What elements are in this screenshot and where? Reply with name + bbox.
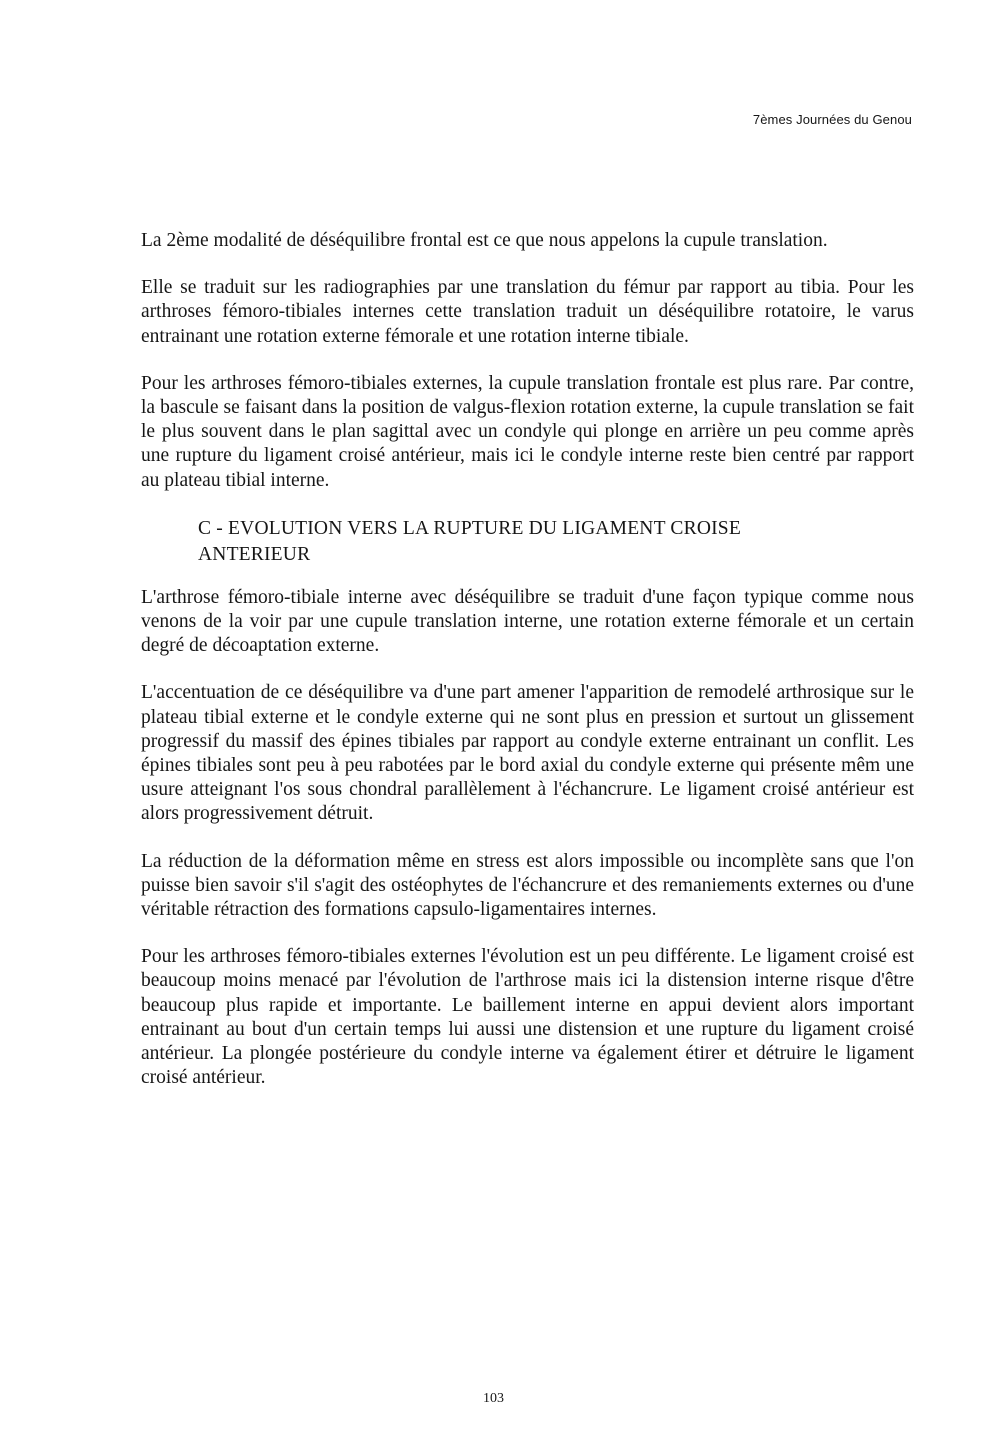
paragraph-4: L'arthrose fémoro-tibiale interne avec déséquilibre se traduit d'une façon typique comme nous venons de la voir par une cupule translation interne, une rotation externe fémorale et un certain degré de décoaptation externe. — [141, 586, 914, 657]
running-header: 7èmes Journées du Genou — [752, 112, 912, 127]
section-heading: C - EVOLUTION VERS LA RUPTURE DU LIGAMENT CROISE ANTERIEUR — [198, 517, 741, 565]
paragraph-6: La réduction de la déformation même en stress est alors impossible ou incomplète sans que l'on puisse bien savoir s'il s'agit des ostéophytes de l'échancrure et des remaniements externes ou d'une véritable rétraction des formations capsulo-ligamentaires internes. — [141, 850, 914, 921]
paragraph-2: Elle se traduit sur les radiographies par une translation du fémur par rapport au tibia. Pour les arthroses fémoro-tibiales internes cette translation traduit un déséquilibre rotatoire, le varus entrainant une rotation externe fémorale et une rotation interne tibiale. — [141, 277, 914, 347]
paragraph-7: Pour les arthroses fémoro-tibiales externes l'évolution est un peu différente. Le ligament croisé est beaucoup moins menacé par l'évolution de l'arthrose mais ici la distension interne risque d'être beaucoup plus rapide et importante. Le baillement interne en appui devient alors important entrainant au bout d'un certain temps lui aussi une distension et une rupture du ligament croisé antérieur. La plongée postérieure du condyle interne va également étirer et détruire le ligament croisé antérieur. — [141, 946, 914, 1089]
page-body — [141, 229, 914, 1113]
paragraph-3: Pour les arthroses fémoro-tibiales externes, la cupule translation frontale est plus rare. Par contre, la bascule se faisant dans la position de valgus-flexion rotation externe, la cupule translation se fait le plus souvent dans le plan sagittal avec un condyle qui plonge en arrière un peu comme après une rupture du ligament croisé antérieur, mais ici le condyle interne reste bien centré par rapport au plateau tibial interne. — [141, 372, 914, 491]
page-number: 103 — [483, 1391, 504, 1406]
paragraph-1: La 2ème modalité de déséquilibre frontal est ce que nous appelons la cupule translation. — [141, 230, 828, 251]
paragraph-5: L'accentuation de ce déséquilibre va d'une part amener l'apparition de remodelé arthrosique sur le plateau tibial externe et le condyle externe qui ne sont plus en pression et surtout un glissement progressif du massif des épines tibiales par rapport au condyle externe entrainant un conflit. Les épines tibiales sont peu à peu rabotées par le bord axial du condyle externe qui présente mêm une usure atteignant l'os sous chondral parallèlement à l'échancrure. Le ligament croisé antérieur est alors progressivement détruit. — [141, 682, 914, 825]
